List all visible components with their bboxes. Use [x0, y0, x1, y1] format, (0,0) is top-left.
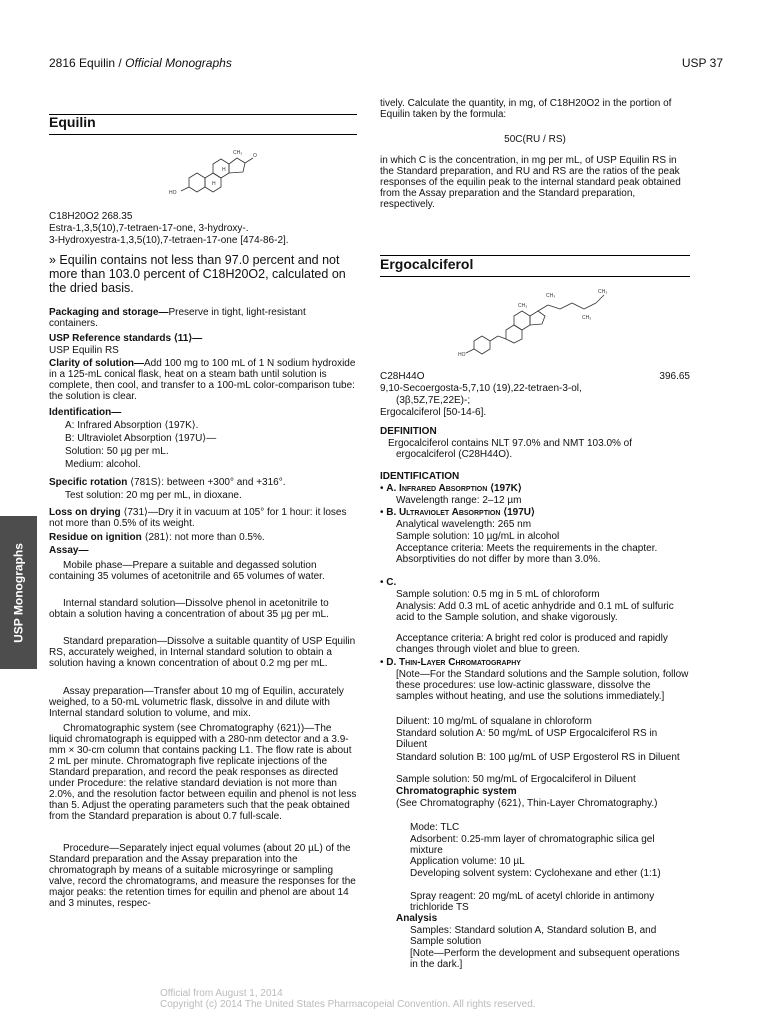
page-number: 2816 [49, 56, 76, 70]
identification-label-text: Identification— [49, 407, 122, 418]
ident-b-title-text: B. Ultraviolet Absorption ⟨197U⟩ [386, 507, 535, 518]
triene-bond-2 [498, 336, 506, 339]
side-chain-1 [538, 305, 548, 311]
refstd-label [49, 333, 357, 344]
loss-text: ⟨731⟩—Dry it in vacuum at 105° for 1 hour: it loses not more than 0.5% of its weight. [49, 507, 347, 529]
ergo-ring-d [530, 311, 545, 325]
ergo-formula-line [380, 371, 690, 382]
side-chain-5 [584, 303, 596, 309]
ergocalciferol-title: Ergocalciferol [380, 256, 474, 272]
side-tab-label: USP Monographs [11, 542, 25, 643]
ergo-definition: Ergocalciferol contains NLT 97.0% and NMT 103.0% of ergocalciferol (C28H44O). [388, 438, 633, 460]
procedure: Procedure—Separately inject equal volumes (about 20 µL) of the Standard preparation and the Assay preparation into the chromatograph by means of a suitable microsyringe or sampling valve, record the chromatograms, and measure the responses for the major peaks: the retention times for equilin and phenol are about 14 and 3 minutes, respec- [49, 843, 356, 909]
c-sample-solution: Sample solution: 0.5 mg in 5 mL of chloroform [396, 589, 600, 600]
ident-b-title: • B. Ultraviolet Absorption ⟨197U⟩ [380, 507, 535, 518]
final-note: [Note—Perform the development and subsequent operations in the dark.] [410, 948, 680, 970]
footer [160, 988, 536, 1010]
oh-bond [181, 187, 189, 191]
ident-b: B: Ultraviolet Absorption ⟨197U⟩— [65, 433, 217, 444]
edition-label: USP 37 [681, 56, 723, 70]
assay-label [49, 545, 357, 556]
ergo-ring-a [474, 336, 490, 354]
equilin-formula: C18H20O2 268.35 [49, 211, 133, 222]
packaging-section [49, 307, 357, 329]
identification-head [380, 471, 690, 482]
assay-label-text: Assay— [49, 545, 89, 556]
application-volume: Application volume: 10 µL [410, 856, 525, 867]
side-chain-2 [548, 305, 560, 309]
ergo-ch3-label-4: CH₃ [598, 289, 608, 295]
ring-c [213, 159, 229, 178]
equilin-structure [167, 140, 287, 202]
ident-d-title: • D. Thin-Layer Chromatography [380, 657, 521, 668]
title-rule-top [49, 114, 357, 115]
analysis-head [380, 913, 690, 924]
o-label: O [253, 153, 257, 159]
ergo-rule-bottom [380, 276, 690, 277]
b-acceptance: Acceptance criteria: Meets the requirements in the chapter. Absorptivities do not differ by more than 3.0%. [396, 543, 658, 565]
mode: Mode: TLC [410, 822, 460, 833]
monograph-name: Equilin [79, 56, 116, 70]
ergo-ring-cd [514, 311, 530, 330]
c-acceptance: Acceptance criteria: A bright red color is produced and rapidly changes through violet and blue to green. [396, 633, 668, 655]
clarity-section [49, 358, 357, 402]
loss-label: Loss on drying [49, 507, 121, 518]
ergocalciferol-structure [458, 283, 618, 361]
internal-standard: Internal standard solution—Dissolve phenol in acetonitrile to obtain a solution having a concentration of about 35 µg per mL. [49, 598, 329, 620]
uv-medium: Medium: alcohol. [65, 459, 141, 470]
footer-line-1: Official from August 1, 2014 [160, 988, 283, 999]
assay-preparation: Assay preparation—Transfer about 10 mg of Equilin, accurately weighed, to a 50-mL volumetric flask, dissolve in and dilute with Internal standard solution to volume, and mix. [49, 686, 344, 719]
ch3-label: CH₃ [233, 150, 243, 156]
ergo-name-2: (3β,5Z,7E,22E)-; [396, 395, 471, 406]
ergo-ch3-label-2: CH₃ [546, 293, 556, 299]
equilin-name-1: Estra-1,3,5(10),7-tetraen-17-one, 3-hydroxy-. [49, 223, 249, 234]
ergo-name-3: Ergocalciferol [50-14-6]. [380, 407, 487, 418]
chromatographic-system: Chromatographic system (see Chromatography ⟨621⟩)—The liquid chromatograph is equipped with a 280-nm detector and a 3.9-mm × 30-cm column that contains packing L1. The flow rate is about 2 mL per minute. Chromatograph five replicate injections of the Standard preparation, and record the peak responses as directed under Procedure: the relative standard deviation is not more than 2.0%, and the resolution factor between equilin and phenol is not less than 5. Adjust the operating parameters such that the peak obtained from the Standard preparation is about 0.7 full-scale. [49, 723, 357, 822]
b-sample-solution: Sample solution: 10 µg/mL in alcohol [396, 531, 560, 542]
rotation-label: Specific rotation [49, 477, 128, 488]
see-chromatography: (See Chromatography ⟨621⟩, Thin-Layer Chromatography.) [396, 798, 658, 809]
developing-solvent: Developing solvent system: Cyclohexane and ether (1:1) [410, 868, 661, 879]
residue-text: ⟨281⟩: not more than 0.5%. [144, 532, 265, 543]
analytical-wavelength: Analytical wavelength: 265 nm [396, 519, 532, 530]
loss-section [49, 507, 357, 529]
ident-d-title-text: D. Thin-Layer Chromatography [386, 657, 521, 668]
clarity-label: Clarity of solution— [49, 358, 144, 369]
ident-a: A: Infrared Absorption ⟨197K⟩. [65, 420, 199, 431]
identification-label [49, 407, 357, 418]
samples: Samples: Standard solution A, Standard solution B, and Sample solution [410, 925, 657, 947]
h-label-2: H [222, 167, 226, 173]
chromatographic-system-head-text: Chromatographic system [396, 786, 517, 797]
ident-a-title-text: A. Infrared Absorption ⟨197K⟩ [386, 483, 522, 494]
ring-d [229, 158, 245, 173]
ho-label: HO [169, 190, 177, 196]
residue-section [49, 532, 357, 543]
ergo-ch3-label-1: CH₃ [518, 303, 528, 309]
ergo-mw: 396.65 [659, 371, 690, 382]
d-sample-solution: Sample solution: 50 mg/mL of Ergocalciferol in Diluent [396, 774, 636, 785]
header-separator: / [118, 56, 122, 70]
rotation-text: ⟨781S⟩: between +300° and +316°. [130, 477, 286, 488]
ergo-ho-label: HO [458, 352, 466, 358]
side-chain-4 [572, 303, 584, 309]
c-analysis: Analysis: Add 0.3 mL of acetic anhydride and 0.1 mL of sulfuric acid to the Sample solution, and shake vigorously. [396, 601, 674, 623]
rotation-section [49, 477, 357, 488]
equilin-title: Equilin [49, 114, 96, 130]
keto-bond [245, 158, 253, 163]
side-chain-6 [596, 295, 604, 303]
side-chain-3 [560, 303, 572, 309]
ergo-formula: C28H44O [380, 371, 425, 382]
calculation-explanation: in which C is the concentration, in mg per mL, of USP Equilin RS in the Standard preparation, and RU and RS are the ratios of the peak responses of the equilin peak to the internal standard peak obtained from the Assay preparation and the Standard preparation, respectively. [380, 155, 681, 210]
refstd-label-text: USP Reference standards ⟨11⟩— [49, 333, 203, 344]
calculation-intro: tively. Calculate the quantity, in mg, of C18H20O2 in the portion of Equilin taken by the formula: [380, 98, 672, 120]
packaging-text: Preserve in tight, light-resistant containers. [49, 307, 306, 329]
identification-head-text: IDENTIFICATION [380, 471, 460, 482]
wavelength-range: Wavelength range: 2–12 µm [396, 495, 522, 506]
title-rule-bottom [49, 134, 357, 135]
adsorbent: Adsorbent: 0.25-mm layer of chromatographic silica gel mixture [410, 834, 655, 856]
standard-solution-b: Standard solution B: 100 µg/mL of USP Ergosterol RS in Diluent [396, 752, 680, 763]
ergo-ring-c [506, 325, 522, 343]
standard-preparation: Standard preparation—Dissolve a suitable quantity of USP Equilin RS, accurately weighed, in Internal standard solution to obtain a solution having a known concentration of about 0.2 mg per mL. [49, 636, 356, 669]
ergo-oh-bond [466, 349, 474, 353]
d-note: [Note—For the Standard solutions and the Sample solution, follow these procedures: use low-actinic glassware, dissolve the samples without heating, and use the solutions immediately.] [396, 669, 689, 702]
ident-a-title: • A. Infrared Absorption ⟨197K⟩ [380, 483, 522, 494]
analysis-head-text: Analysis [396, 913, 438, 924]
ergo-name-1: 9,10-Secoergosta-5,7,10 (19),22-tetraen-3-ol, [380, 383, 582, 394]
mobile-phase: Mobile phase—Prepare a suitable and degassed solution containing 35 volumes of acetonitrile and 65 volumes of water. [49, 560, 325, 582]
packaging-label: Packaging and storage— [49, 307, 169, 318]
clarity-text: Add 100 mg to 100 mL of 1 N sodium hydroxide in a 125-mL conical flask, heat on a steam bath until solution is complete, then cool, and transfer to a 100-mL color-comparison tube: the solution is clear. [49, 358, 356, 402]
spray-reagent: Spray reagent: 20 mg/mL of acetyl chloride in antimony trichloride TS [410, 891, 655, 913]
ident-c-title: • C. [380, 577, 397, 588]
refstd-text: USP Equilin RS [49, 345, 119, 356]
ring-a [189, 173, 205, 192]
test-solution: Test solution: 20 mg per mL, in dioxane. [65, 490, 242, 501]
triene-bond-1 [490, 336, 498, 341]
side-tab [0, 516, 37, 669]
uv-solution: Solution: 50 µg per mL. [65, 446, 169, 457]
diluent: Diluent: 10 mg/mL of squalane in chloroform [396, 716, 592, 727]
chromatographic-system-head [380, 786, 690, 797]
h-label-1: H [212, 181, 216, 187]
definition-head [380, 426, 690, 437]
ident-c-title-text: C. [386, 577, 397, 588]
ergo-ch3-label-3: CH₃ [582, 315, 592, 321]
residue-label: Residue on ignition [49, 532, 142, 543]
standard-solution-a: Standard solution A: 50 mg/mL of USP Ergocalciferol RS in Diluent [396, 728, 658, 750]
section-name: Official Monographs [125, 56, 232, 70]
equilin-name-2: 3-Hydroxyestra-1,3,5(10),7-tetraen-17-one [474-86-2]. [49, 235, 289, 246]
footer-line-2: Copyright (c) 2014 The United States Pharmacopeial Convention. All rights reserved. [160, 999, 536, 1010]
definition-head-text: DEFINITION [380, 426, 437, 437]
calculation-formula: 50C(RU / RS) [504, 134, 566, 145]
page-header [49, 58, 232, 69]
equilin-definition: » Equilin contains not less than 97.0 percent and not more than 103.0 percent of C18H20O2, calculated on the dried basis. [49, 253, 346, 295]
